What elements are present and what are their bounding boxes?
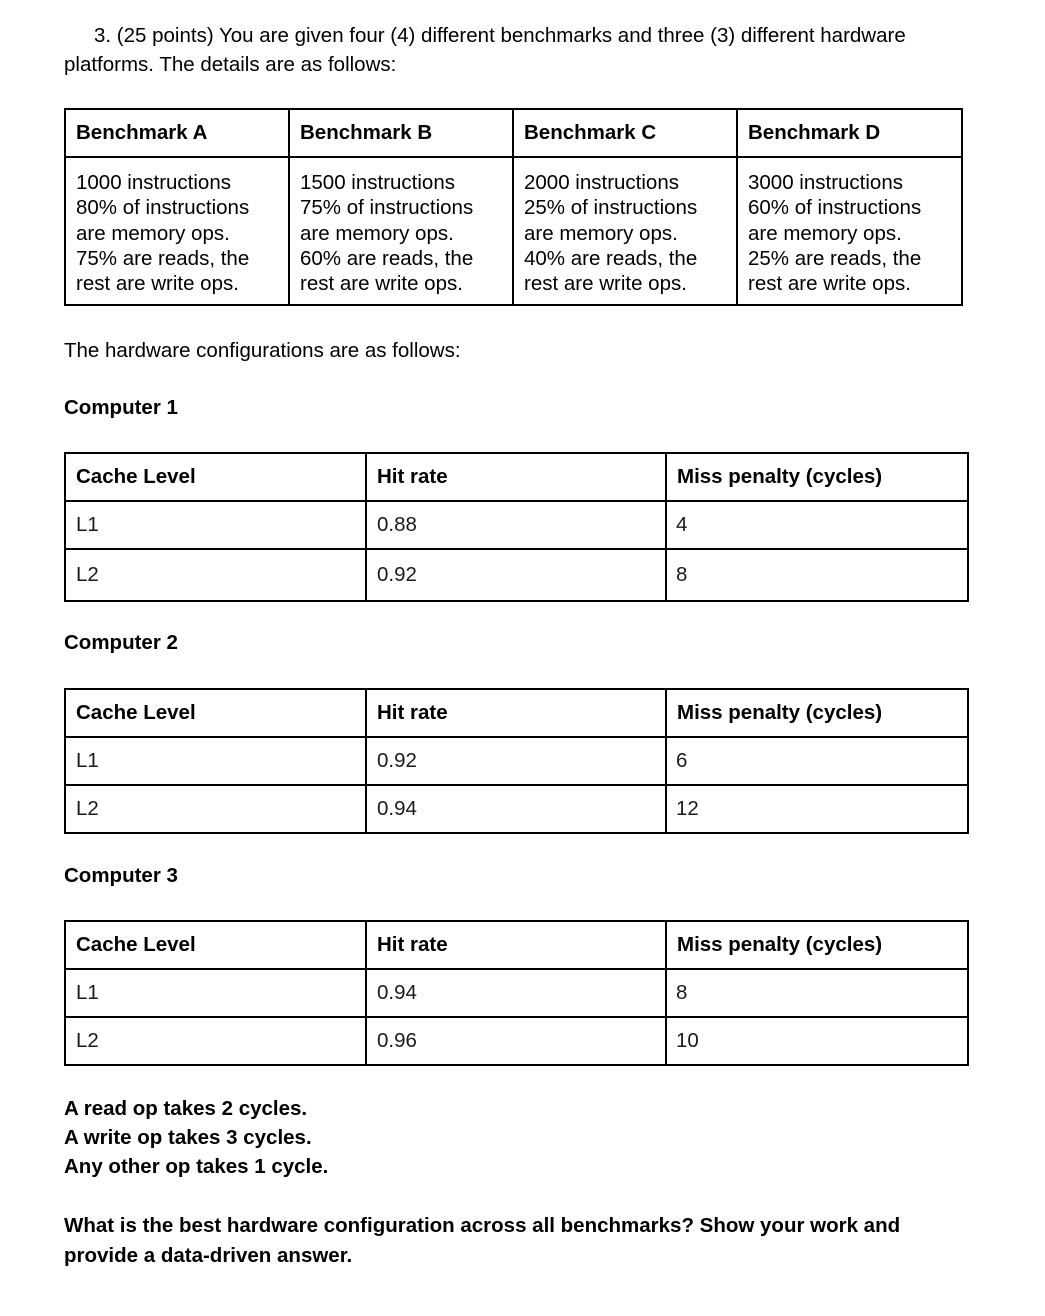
hit-rate-cell: 0.94 bbox=[366, 785, 666, 833]
cache-level-header: Cache Level bbox=[65, 921, 366, 969]
benchmark-b-details bbox=[289, 157, 513, 305]
benchmark-b-line: 1500 instructions bbox=[300, 171, 455, 194]
final-question: What is the best hardware configuration across all benchmarks? Show your work and provide a data-driven answer. bbox=[64, 1214, 901, 1267]
computer-2-title: Computer 2 bbox=[64, 631, 178, 654]
cache-level-header: Cache Level bbox=[65, 689, 366, 737]
benchmark-b-line: 75% of instructions bbox=[300, 196, 474, 220]
miss-penalty-cell: 4 bbox=[666, 501, 968, 549]
benchmark-c-line: rest are write ops. bbox=[524, 272, 687, 296]
computer-1-table bbox=[64, 452, 969, 602]
computer-3-table bbox=[64, 920, 969, 1066]
table-row bbox=[65, 549, 968, 601]
table-row bbox=[65, 501, 968, 549]
benchmark-b-line: are memory ops. bbox=[300, 221, 454, 245]
benchmark-a-line: 1000 instructions bbox=[76, 171, 231, 194]
table-row bbox=[65, 1017, 968, 1065]
benchmarks-detail-row bbox=[65, 157, 962, 305]
benchmarks-table bbox=[64, 108, 963, 306]
benchmark-a-details bbox=[65, 157, 289, 305]
benchmark-b-header: Benchmark B bbox=[289, 109, 513, 157]
computer-2-table bbox=[64, 688, 969, 834]
cache-level-cell: L1 bbox=[65, 737, 366, 785]
write-op-cost: A write op takes 3 cycles. bbox=[64, 1126, 312, 1149]
benchmark-d-line: 25% are reads, the bbox=[748, 246, 922, 270]
cache-level-cell: L2 bbox=[65, 785, 366, 833]
miss-penalty-header: Miss penalty (cycles) bbox=[666, 689, 968, 737]
computer-3-title: Computer 3 bbox=[64, 864, 178, 887]
miss-penalty-cell: 12 bbox=[666, 785, 968, 833]
cache-level-cell: L2 bbox=[65, 549, 366, 601]
hit-rate-cell: 0.92 bbox=[366, 737, 666, 785]
other-op-cost: Any other op takes 1 cycle. bbox=[64, 1155, 329, 1178]
benchmark-c-line: 2000 instructions bbox=[524, 171, 679, 194]
hit-rate-header: Hit rate bbox=[366, 921, 666, 969]
benchmark-d-line: 3000 instructions bbox=[748, 171, 903, 194]
benchmarks-header-row bbox=[65, 109, 962, 157]
op-costs bbox=[64, 1094, 328, 1181]
table-row bbox=[65, 969, 968, 1017]
benchmark-b-line: 60% are reads, the bbox=[300, 246, 474, 270]
table-row bbox=[65, 785, 968, 833]
benchmark-b-line: rest are write ops. bbox=[300, 272, 463, 296]
computer-3-header-row bbox=[65, 921, 968, 969]
computer-1-header-row bbox=[65, 453, 968, 501]
cache-level-cell: L2 bbox=[65, 1017, 366, 1065]
benchmark-c-line: 40% are reads, the bbox=[524, 246, 698, 270]
computer-1-title: Computer 1 bbox=[64, 396, 178, 419]
miss-penalty-header: Miss penalty (cycles) bbox=[666, 453, 968, 501]
question-text: 3. (25 points) You are given four (4) different benchmarks and three (3) different hardware platforms. The details are as follows: bbox=[64, 24, 906, 76]
table-row bbox=[65, 737, 968, 785]
benchmark-d-line: 60% of instructions bbox=[748, 196, 922, 220]
miss-penalty-cell: 10 bbox=[666, 1017, 968, 1065]
benchmark-a-line: 80% of instructions bbox=[76, 196, 250, 220]
benchmark-a-line: 75% are reads, the bbox=[76, 246, 250, 270]
hit-rate-header: Hit rate bbox=[366, 453, 666, 501]
benchmark-c-line: are memory ops. bbox=[524, 221, 678, 245]
hit-rate-header: Hit rate bbox=[366, 689, 666, 737]
read-op-cost: A read op takes 2 cycles. bbox=[64, 1097, 308, 1120]
miss-penalty-cell: 8 bbox=[666, 549, 968, 601]
miss-penalty-cell: 6 bbox=[666, 737, 968, 785]
hit-rate-cell: 0.92 bbox=[366, 549, 666, 601]
benchmark-a-line: rest are write ops. bbox=[76, 272, 239, 296]
computer-2-header-row bbox=[65, 689, 968, 737]
benchmark-d-line: rest are write ops. bbox=[748, 272, 911, 296]
miss-penalty-cell: 8 bbox=[666, 969, 968, 1017]
benchmark-d-header: Benchmark D bbox=[737, 109, 962, 157]
benchmark-a-line: are memory ops. bbox=[76, 221, 230, 245]
benchmark-c-line: 25% of instructions bbox=[524, 196, 698, 220]
benchmark-a-header: Benchmark A bbox=[65, 109, 289, 157]
benchmark-d-line: are memory ops. bbox=[748, 221, 902, 245]
benchmark-c-details bbox=[513, 157, 737, 305]
benchmark-d-details bbox=[737, 157, 962, 305]
cache-level-cell: L1 bbox=[65, 969, 366, 1017]
hardware-intro: The hardware configurations are as follows: bbox=[64, 339, 461, 362]
miss-penalty-header: Miss penalty (cycles) bbox=[666, 921, 968, 969]
hit-rate-cell: 0.88 bbox=[366, 501, 666, 549]
benchmark-c-header: Benchmark C bbox=[513, 109, 737, 157]
cache-level-header: Cache Level bbox=[65, 453, 366, 501]
cache-level-cell: L1 bbox=[65, 501, 366, 549]
hit-rate-cell: 0.96 bbox=[366, 1017, 666, 1065]
hit-rate-cell: 0.94 bbox=[366, 969, 666, 1017]
